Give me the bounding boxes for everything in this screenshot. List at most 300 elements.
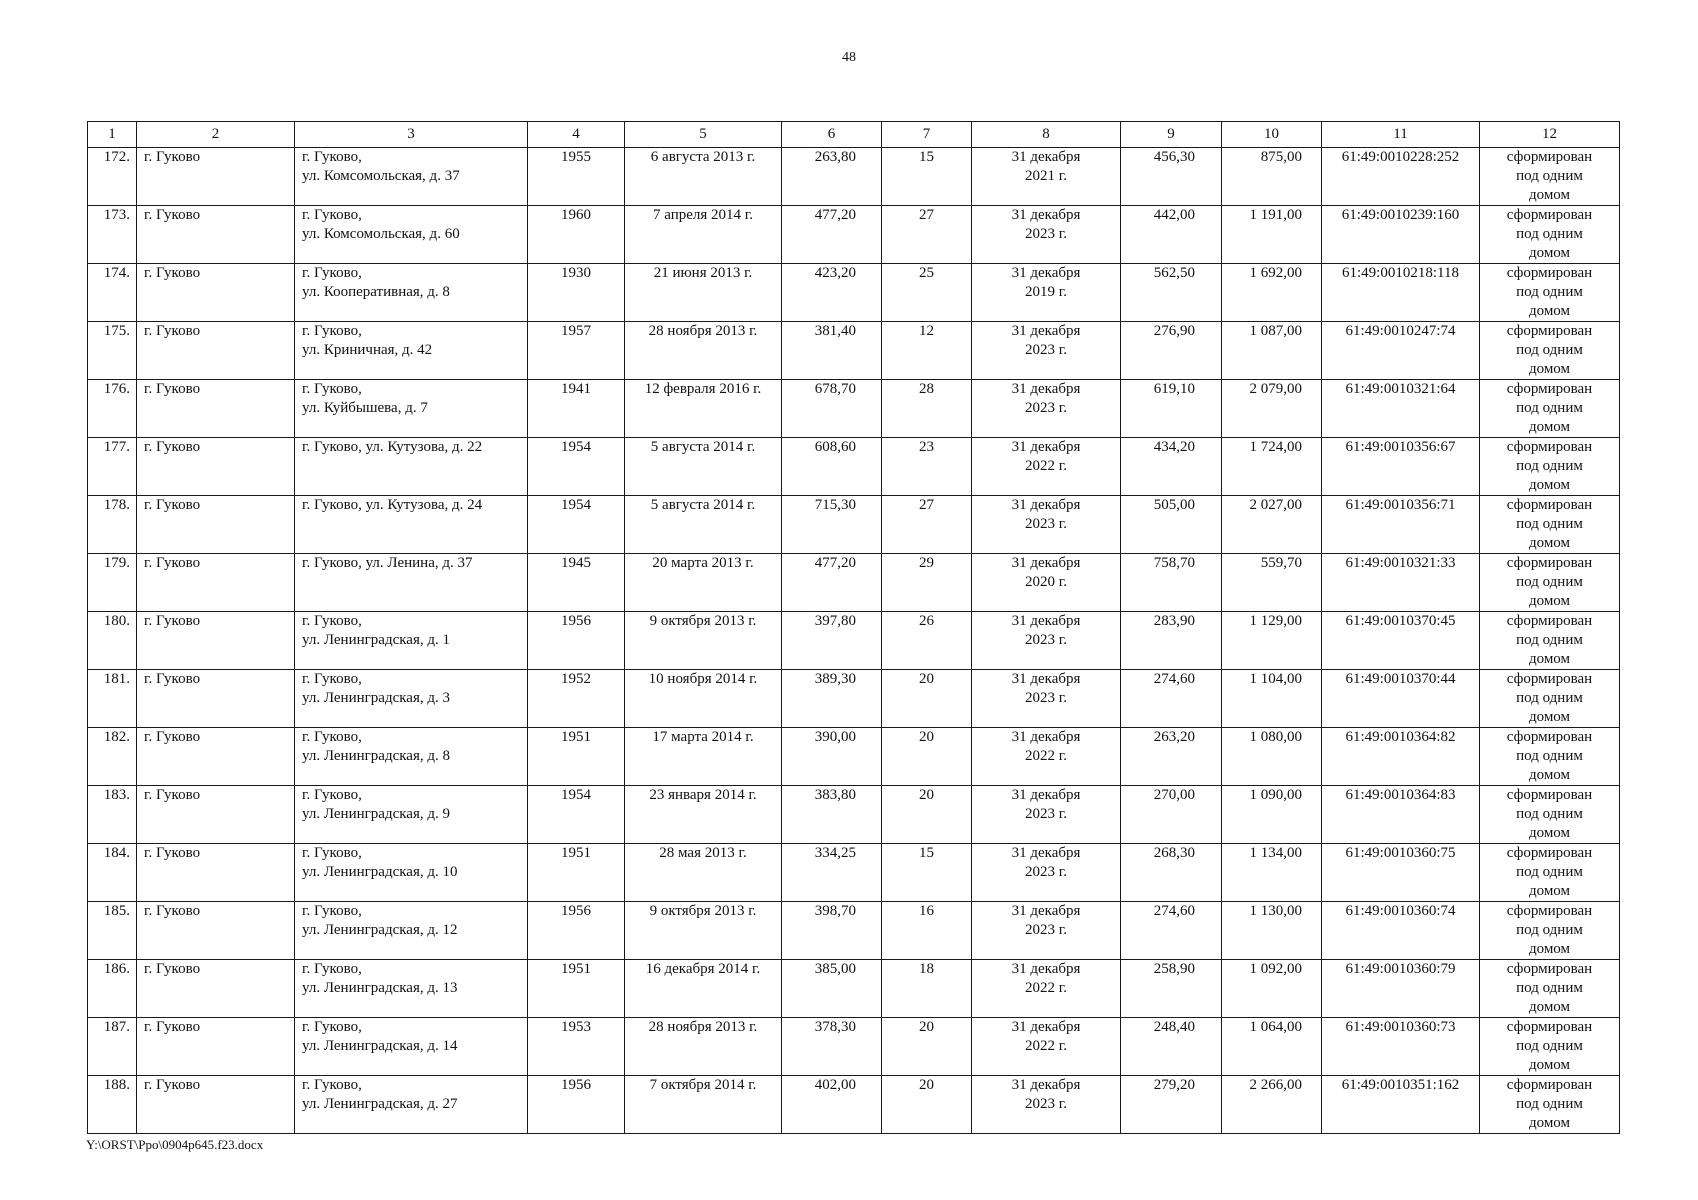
status-line: под одним <box>1516 690 1583 706</box>
area-cell: 383,80 <box>782 786 882 844</box>
date-cell: 23 января 2014 г. <box>625 786 782 844</box>
residents-cell: 25 <box>882 264 972 322</box>
status-cell <box>1480 148 1620 206</box>
date-cell: 9 октября 2013 г. <box>625 612 782 670</box>
address-line: г. Гуково, <box>302 265 362 281</box>
year-cell: 1954 <box>528 496 625 554</box>
land-area-cell: 270,00 <box>1121 786 1222 844</box>
cadastral-cell: 61:49:0010247:74 <box>1322 322 1480 380</box>
area-cell: 477,20 <box>782 206 882 264</box>
cadastral-cell: 61:49:0010356:71 <box>1322 496 1480 554</box>
residents-cell: 12 <box>882 322 972 380</box>
year-cell: 1956 <box>528 902 625 960</box>
deadline-line: 2023 г. <box>1025 864 1067 880</box>
status-line: под одним <box>1516 342 1583 358</box>
status-line: сформирован <box>1506 729 1593 745</box>
value-cell: 2 027,00 <box>1222 496 1322 554</box>
footer-file-path: Y:\ORST\Ppo\0904p645.f23.docx <box>86 1137 264 1152</box>
status-cell <box>1480 264 1620 322</box>
deadline-cell <box>972 902 1121 960</box>
status-line: под одним <box>1516 168 1583 184</box>
status-line: сформирован <box>1506 207 1593 223</box>
value-cell: 1 104,00 <box>1222 670 1322 728</box>
address-cell <box>295 264 528 322</box>
year-cell: 1960 <box>528 206 625 264</box>
year-cell: 1951 <box>528 844 625 902</box>
row-number-cell: 172. <box>88 148 137 206</box>
area-cell: 678,70 <box>782 380 882 438</box>
date-cell: 20 марта 2013 г. <box>625 554 782 612</box>
deadline-line: 2022 г. <box>1025 748 1067 764</box>
value-cell: 1 692,00 <box>1222 264 1322 322</box>
address-line: ул. Ленинградская, д. 27 <box>302 1096 458 1112</box>
column-header: 2 <box>137 122 295 148</box>
city-cell: г. Гуково <box>137 960 295 1018</box>
address-line: г. Гуково, ул. Ленина, д. 37 <box>302 555 473 571</box>
status-cell <box>1480 438 1620 496</box>
status-line: домом <box>1528 709 1571 725</box>
land-area-cell: 434,20 <box>1121 438 1222 496</box>
deadline-line: 2023 г. <box>1025 342 1067 358</box>
row-number-cell: 180. <box>88 612 137 670</box>
area-cell: 423,20 <box>782 264 882 322</box>
row-number-cell: 173. <box>88 206 137 264</box>
table-row <box>88 380 1620 438</box>
land-area-cell: 276,90 <box>1121 322 1222 380</box>
value-cell: 1 090,00 <box>1222 786 1322 844</box>
residents-cell: 26 <box>882 612 972 670</box>
address-cell <box>295 438 528 496</box>
table-row <box>88 1018 1620 1076</box>
year-cell: 1951 <box>528 960 625 1018</box>
value-cell: 1 129,00 <box>1222 612 1322 670</box>
year-cell: 1953 <box>528 1018 625 1076</box>
row-number-cell: 177. <box>88 438 137 496</box>
status-line: под одним <box>1516 458 1583 474</box>
city-cell: г. Гуково <box>137 1076 295 1134</box>
address-line: ул. Куйбышева, д. 7 <box>302 400 428 416</box>
residents-cell: 23 <box>882 438 972 496</box>
status-cell <box>1480 554 1620 612</box>
deadline-line: 31 декабря <box>1011 1019 1081 1035</box>
city-cell: г. Гуково <box>137 554 295 612</box>
deadline-cell <box>972 786 1121 844</box>
deadline-line: 2023 г. <box>1025 400 1067 416</box>
value-cell: 1 080,00 <box>1222 728 1322 786</box>
year-cell: 1952 <box>528 670 625 728</box>
address-line: г. Гуково, <box>302 845 362 861</box>
residents-cell: 20 <box>882 1076 972 1134</box>
table-row <box>88 264 1620 322</box>
table-row <box>88 322 1620 380</box>
address-line: ул. Ленинградская, д. 12 <box>302 922 458 938</box>
address-line: г. Гуково, <box>302 207 362 223</box>
status-line: сформирован <box>1506 149 1593 165</box>
year-cell: 1945 <box>528 554 625 612</box>
cadastral-cell: 61:49:0010364:82 <box>1322 728 1480 786</box>
deadline-cell <box>972 206 1121 264</box>
city-cell: г. Гуково <box>137 438 295 496</box>
residents-cell: 28 <box>882 380 972 438</box>
address-line: ул. Ленинградская, д. 14 <box>302 1038 458 1054</box>
value-cell: 559,70 <box>1222 554 1322 612</box>
status-cell <box>1480 322 1620 380</box>
deadline-line: 2023 г. <box>1025 632 1067 648</box>
status-line: под одним <box>1516 574 1583 590</box>
table-row <box>88 438 1620 496</box>
address-cell <box>295 1018 528 1076</box>
status-line: домом <box>1528 477 1571 493</box>
address-line: г. Гуково, ул. Кутузова, д. 22 <box>302 439 483 455</box>
column-header: 5 <box>625 122 782 148</box>
deadline-cell <box>972 728 1121 786</box>
date-cell: 28 мая 2013 г. <box>625 844 782 902</box>
status-line: домом <box>1528 361 1571 377</box>
table-row <box>88 206 1620 264</box>
value-cell: 1 191,00 <box>1222 206 1322 264</box>
city-cell: г. Гуково <box>137 148 295 206</box>
deadline-cell <box>972 438 1121 496</box>
table-row <box>88 148 1620 206</box>
address-line: г. Гуково, <box>302 1077 362 1093</box>
row-number-cell: 182. <box>88 728 137 786</box>
residents-cell: 18 <box>882 960 972 1018</box>
land-area-cell: 268,30 <box>1121 844 1222 902</box>
address-cell <box>295 206 528 264</box>
status-cell <box>1480 728 1620 786</box>
value-cell: 2 079,00 <box>1222 380 1322 438</box>
status-cell <box>1480 902 1620 960</box>
status-cell <box>1480 206 1620 264</box>
deadline-line: 2023 г. <box>1025 806 1067 822</box>
area-cell: 608,60 <box>782 438 882 496</box>
value-cell: 1 134,00 <box>1222 844 1322 902</box>
year-cell: 1941 <box>528 380 625 438</box>
deadline-line: 31 декабря <box>1011 845 1081 861</box>
cadastral-cell: 61:49:0010356:67 <box>1322 438 1480 496</box>
status-line: домом <box>1528 303 1571 319</box>
row-number-cell: 179. <box>88 554 137 612</box>
value-cell: 2 266,00 <box>1222 1076 1322 1134</box>
deadline-cell <box>972 960 1121 1018</box>
deadline-line: 2022 г. <box>1025 1038 1067 1054</box>
status-line: домом <box>1528 941 1571 957</box>
deadline-line: 31 декабря <box>1011 729 1081 745</box>
deadline-cell <box>972 264 1121 322</box>
cadastral-cell: 61:49:0010321:64 <box>1322 380 1480 438</box>
address-cell <box>295 380 528 438</box>
table-row <box>88 960 1620 1018</box>
address-line: ул. Ленинградская, д. 13 <box>302 980 458 996</box>
row-number-cell: 175. <box>88 322 137 380</box>
land-area-cell: 248,40 <box>1121 1018 1222 1076</box>
city-cell: г. Гуково <box>137 380 295 438</box>
status-line: сформирован <box>1506 381 1593 397</box>
deadline-cell <box>972 322 1121 380</box>
column-number-row <box>88 122 1620 148</box>
column-header: 11 <box>1322 122 1480 148</box>
deadline-line: 31 декабря <box>1011 439 1081 455</box>
area-cell: 378,30 <box>782 1018 882 1076</box>
status-line: под одним <box>1516 226 1583 242</box>
deadline-line: 31 декабря <box>1011 497 1081 513</box>
land-area-cell: 456,30 <box>1121 148 1222 206</box>
city-cell: г. Гуково <box>137 322 295 380</box>
status-cell <box>1480 612 1620 670</box>
land-area-cell: 619,10 <box>1121 380 1222 438</box>
table-row <box>88 1076 1620 1134</box>
row-number-cell: 178. <box>88 496 137 554</box>
residents-cell: 27 <box>882 496 972 554</box>
date-cell: 7 апреля 2014 г. <box>625 206 782 264</box>
address-line: г. Гуково, <box>302 381 362 397</box>
area-cell: 715,30 <box>782 496 882 554</box>
deadline-line: 31 декабря <box>1011 323 1081 339</box>
column-header: 8 <box>972 122 1121 148</box>
table-row <box>88 670 1620 728</box>
cadastral-cell: 61:49:0010370:44 <box>1322 670 1480 728</box>
residents-cell: 20 <box>882 728 972 786</box>
column-header: 1 <box>88 122 137 148</box>
status-line: сформирован <box>1506 845 1593 861</box>
land-area-cell: 279,20 <box>1121 1076 1222 1134</box>
residents-cell: 20 <box>882 1018 972 1076</box>
status-line: под одним <box>1516 284 1583 300</box>
address-cell <box>295 322 528 380</box>
status-line: под одним <box>1516 922 1583 938</box>
deadline-line: 31 декабря <box>1011 265 1081 281</box>
cadastral-cell: 61:49:0010360:74 <box>1322 902 1480 960</box>
year-cell: 1957 <box>528 322 625 380</box>
city-cell: г. Гуково <box>137 786 295 844</box>
status-line: домом <box>1528 535 1571 551</box>
status-line: под одним <box>1516 748 1583 764</box>
deadline-cell <box>972 1076 1121 1134</box>
city-cell: г. Гуково <box>137 902 295 960</box>
status-line: под одним <box>1516 1038 1583 1054</box>
row-number-cell: 184. <box>88 844 137 902</box>
address-line: г. Гуково, <box>302 729 362 745</box>
deadline-line: 2023 г. <box>1025 1096 1067 1112</box>
status-cell <box>1480 1076 1620 1134</box>
deadline-cell <box>972 496 1121 554</box>
city-cell: г. Гуково <box>137 206 295 264</box>
address-line: г. Гуково, <box>302 903 362 919</box>
address-line: г. Гуково, <box>302 787 362 803</box>
date-cell: 21 июня 2013 г. <box>625 264 782 322</box>
deadline-cell <box>972 612 1121 670</box>
status-line: домом <box>1528 883 1571 899</box>
row-number-cell: 174. <box>88 264 137 322</box>
deadline-line: 31 декабря <box>1011 903 1081 919</box>
residents-cell: 29 <box>882 554 972 612</box>
status-cell <box>1480 380 1620 438</box>
city-cell: г. Гуково <box>137 1018 295 1076</box>
status-line: под одним <box>1516 400 1583 416</box>
deadline-line: 2023 г. <box>1025 226 1067 242</box>
cadastral-cell: 61:49:0010228:252 <box>1322 148 1480 206</box>
address-line: ул. Комсомольская, д. 37 <box>302 168 460 184</box>
row-number-cell: 176. <box>88 380 137 438</box>
deadline-line: 31 декабря <box>1011 1077 1081 1093</box>
status-line: домом <box>1528 419 1571 435</box>
status-cell <box>1480 496 1620 554</box>
table-row <box>88 902 1620 960</box>
area-cell: 398,70 <box>782 902 882 960</box>
address-cell <box>295 902 528 960</box>
status-line: сформирован <box>1506 265 1593 281</box>
date-cell: 28 ноября 2013 г. <box>625 1018 782 1076</box>
deadline-line: 31 декабря <box>1011 961 1081 977</box>
city-cell: г. Гуково <box>137 670 295 728</box>
land-area-cell: 274,60 <box>1121 670 1222 728</box>
residents-cell: 15 <box>882 844 972 902</box>
address-line: ул. Ленинградская, д. 1 <box>302 632 450 648</box>
address-line: г. Гуково, <box>302 323 362 339</box>
land-area-cell: 505,00 <box>1121 496 1222 554</box>
area-cell: 397,80 <box>782 612 882 670</box>
year-cell: 1954 <box>528 786 625 844</box>
column-header: 9 <box>1121 122 1222 148</box>
status-line: сформирован <box>1506 787 1593 803</box>
address-cell <box>295 1076 528 1134</box>
land-area-cell: 442,00 <box>1121 206 1222 264</box>
row-number-cell: 183. <box>88 786 137 844</box>
status-line: под одним <box>1516 806 1583 822</box>
area-cell: 334,25 <box>782 844 882 902</box>
status-line: домом <box>1528 1057 1571 1073</box>
table-row <box>88 496 1620 554</box>
cadastral-cell: 61:49:0010360:73 <box>1322 1018 1480 1076</box>
column-header: 6 <box>782 122 882 148</box>
year-cell: 1954 <box>528 438 625 496</box>
column-header: 3 <box>295 122 528 148</box>
date-cell: 5 августа 2014 г. <box>625 496 782 554</box>
area-cell: 389,30 <box>782 670 882 728</box>
row-number-cell: 186. <box>88 960 137 1018</box>
status-line: сформирован <box>1506 961 1593 977</box>
address-line: ул. Ленинградская, д. 8 <box>302 748 450 764</box>
row-number-cell: 181. <box>88 670 137 728</box>
status-line: домом <box>1528 1115 1571 1131</box>
table-row <box>88 728 1620 786</box>
deadline-cell <box>972 844 1121 902</box>
date-cell: 5 августа 2014 г. <box>625 438 782 496</box>
table-row <box>88 554 1620 612</box>
deadline-cell <box>972 148 1121 206</box>
date-cell: 17 марта 2014 г. <box>625 728 782 786</box>
cadastral-cell: 61:49:0010360:75 <box>1322 844 1480 902</box>
address-cell <box>295 728 528 786</box>
land-area-cell: 263,20 <box>1121 728 1222 786</box>
value-cell: 1 130,00 <box>1222 902 1322 960</box>
cadastral-cell: 61:49:0010321:33 <box>1322 554 1480 612</box>
address-cell <box>295 148 528 206</box>
cadastral-cell: 61:49:0010370:45 <box>1322 612 1480 670</box>
address-line: г. Гуково, ул. Кутузова, д. 24 <box>302 497 483 513</box>
residents-cell: 20 <box>882 786 972 844</box>
status-line: домом <box>1528 187 1571 203</box>
deadline-line: 2022 г. <box>1025 980 1067 996</box>
address-line: г. Гуково, <box>302 613 362 629</box>
date-cell: 12 февраля 2016 г. <box>625 380 782 438</box>
status-line: под одним <box>1516 516 1583 532</box>
value-cell: 1 064,00 <box>1222 1018 1322 1076</box>
column-header: 12 <box>1480 122 1620 148</box>
area-cell: 477,20 <box>782 554 882 612</box>
deadline-line: 31 декабря <box>1011 613 1081 629</box>
deadline-line: 2019 г. <box>1025 284 1067 300</box>
status-line: домом <box>1528 999 1571 1015</box>
status-line: сформирован <box>1506 613 1593 629</box>
cadastral-cell: 61:49:0010360:79 <box>1322 960 1480 1018</box>
status-line: сформирован <box>1506 1019 1593 1035</box>
column-header: 7 <box>882 122 972 148</box>
value-cell: 1 724,00 <box>1222 438 1322 496</box>
register-body <box>88 148 1620 1134</box>
status-cell <box>1480 844 1620 902</box>
status-line: под одним <box>1516 1096 1583 1112</box>
row-number-cell: 185. <box>88 902 137 960</box>
status-line: сформирован <box>1506 439 1593 455</box>
deadline-line: 31 декабря <box>1011 149 1081 165</box>
status-line: сформирован <box>1506 903 1593 919</box>
status-line: под одним <box>1516 864 1583 880</box>
date-cell: 28 ноября 2013 г. <box>625 322 782 380</box>
address-cell <box>295 670 528 728</box>
row-number-cell: 187. <box>88 1018 137 1076</box>
column-header: 4 <box>528 122 625 148</box>
status-line: под одним <box>1516 632 1583 648</box>
row-number-cell: 188. <box>88 1076 137 1134</box>
address-line: г. Гуково, <box>302 671 362 687</box>
address-line: ул. Ленинградская, д. 10 <box>302 864 458 880</box>
year-cell: 1951 <box>528 728 625 786</box>
city-cell: г. Гуково <box>137 844 295 902</box>
address-line: г. Гуково, <box>302 961 362 977</box>
land-area-cell: 258,90 <box>1121 960 1222 1018</box>
housing-register-table <box>87 121 1620 1134</box>
status-line: домом <box>1528 593 1571 609</box>
table-row <box>88 612 1620 670</box>
address-cell <box>295 844 528 902</box>
year-cell: 1955 <box>528 148 625 206</box>
deadline-line: 31 декабря <box>1011 787 1081 803</box>
cadastral-cell: 61:49:0010364:83 <box>1322 786 1480 844</box>
deadline-line: 2021 г. <box>1025 168 1067 184</box>
status-cell <box>1480 670 1620 728</box>
deadline-cell <box>972 380 1121 438</box>
value-cell: 1 087,00 <box>1222 322 1322 380</box>
deadline-cell <box>972 554 1121 612</box>
deadline-line: 2023 г. <box>1025 516 1067 532</box>
city-cell: г. Гуково <box>137 264 295 322</box>
address-cell <box>295 496 528 554</box>
status-cell <box>1480 786 1620 844</box>
year-cell: 1956 <box>528 612 625 670</box>
deadline-line: 2022 г. <box>1025 458 1067 474</box>
deadline-line: 31 декабря <box>1011 207 1081 223</box>
address-line: ул. Ленинградская, д. 3 <box>302 690 450 706</box>
cadastral-cell: 61:49:0010351:162 <box>1322 1076 1480 1134</box>
year-cell: 1956 <box>528 1076 625 1134</box>
status-line: сформирован <box>1506 497 1593 513</box>
city-cell: г. Гуково <box>137 496 295 554</box>
status-line: сформирован <box>1506 323 1593 339</box>
table-row <box>88 844 1620 902</box>
address-line: ул. Криничная, д. 42 <box>302 342 433 358</box>
date-cell: 10 ноября 2014 г. <box>625 670 782 728</box>
